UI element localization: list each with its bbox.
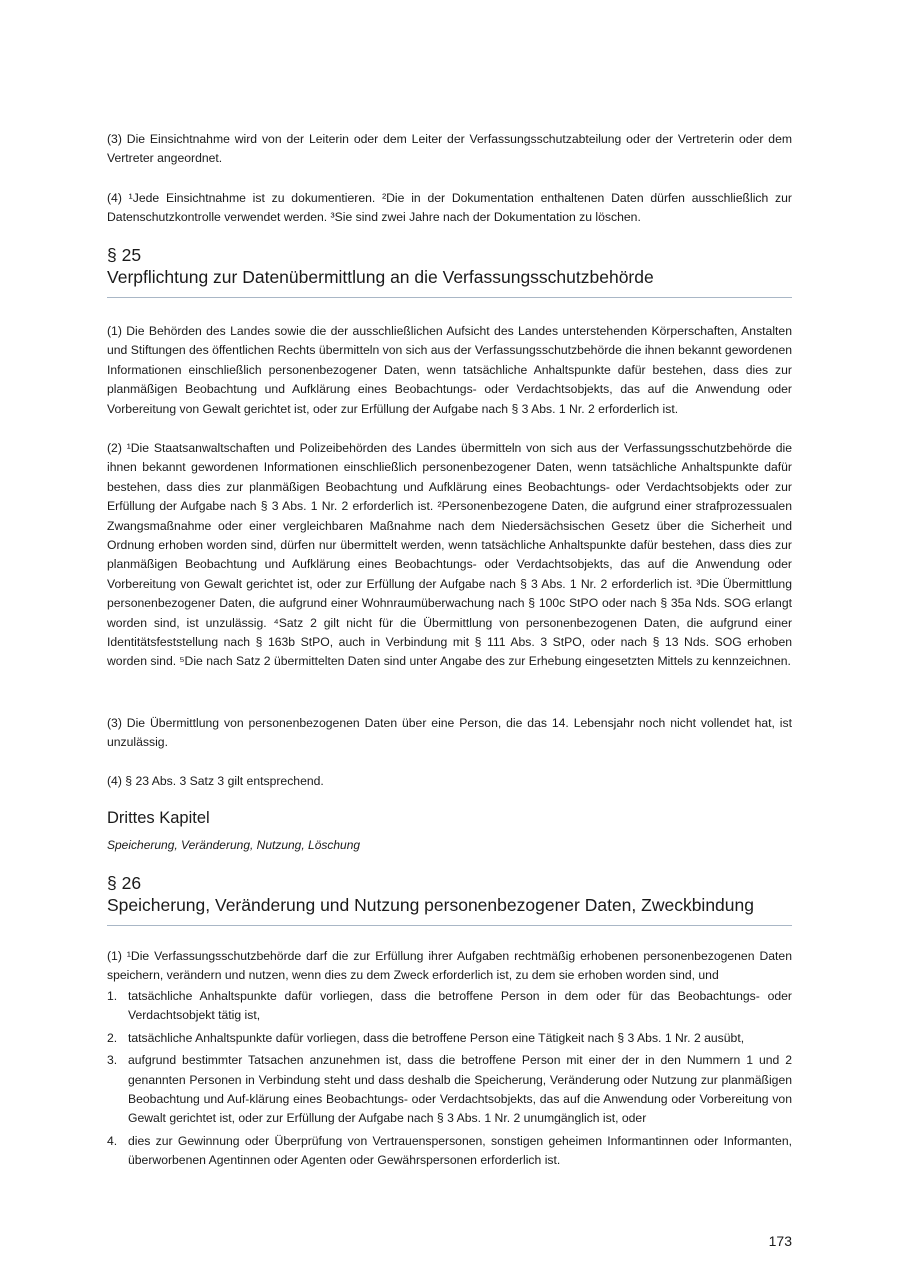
paragraph-25-2: (2) ¹Die Staatsanwaltschaften und Polizeibehörden des Landes übermitteln von sich aus der Verfassungsschutzbehörde die ihnen bekannt gewordenen Informationen einschließlich personenbezogener Daten, wenn tatsächliche Anhaltspunkte dafür bestehen, dass dies zur planmäßigen Beobachtung und Aufklärung eines Beobachtungs- oder Verdachtsobjekts oder zur Erfüllung der Aufgabe nach § 3 Abs. 1 Nr. 2 erforderlich ist. ²Personenbezogene Daten, die aufgrund einer strafprozessualen Zwangsmaßnahme oder einer vergleichbaren Maßnahme nach dem Niedersächsischen Gesetz über die Sicherheit und Ordnung erhoben worden sind, dürfen nur übermittelt werden, wenn tatsächliche Anhaltspunkte dafür bestehen, dass dies zur planmäßigen Beobachtung und Aufklärung eines Beobachtungs- oder Verdachtsobjekts, das auf die Anwendung oder Vorbereitung von Gewalt gerichtet ist, oder zur Erfüllung der Aufgabe nach § 3 Abs. 1 Nr. 2 erforderlich ist. ³Die Übermittlung personenbezogener Daten, die aufgrund einer Wohnraumüberwachung nach § 100c StPO oder nach § 35a Nds. SOG erlangt worden sind, ist unzulässig. ⁴Satz 2 gilt nicht für die Übermittlung von personenbezogenen Daten, die aufgrund einer Identitätsfeststellung nach § 163b StPO, auch in Verbindung mit § 111 Abs. 3 StPO, oder nach § 13 Nds. SOG erhoben worden sind. ⁵Die nach Satz 2 übermittelten Daten sind unter Angabe des zur Erhebung eingesetzten Mittels zu kennzeichnen. (107, 441, 792, 669)
paragraph-25-3: (3) Die Übermittlung von personenbezogenen Daten über eine Person, die das 14. Lebensjahr noch nicht vollendet hat, ist unzulässig. (107, 716, 792, 750)
paragraph-25-1: (1) Die Behörden des Landes sowie die der ausschließlichen Aufsicht des Landes unterstehenden Körperschaften, Anstalten und Stiftungen des öffentlichen Rechts übermitteln von sich aus der Verfassungsschutzbehörde die ihnen bekannt gewordenen Informationen einschließlich personenbezogener Daten, wenn tatsächliche Anhaltspunkte dafür bestehen, dass dies zur planmäßigen Beobachtung und Aufklärung eines Beobachtungs- oder Verdachtsobjekts, das auf die Anwendung oder Vorbereitung von Gewalt gerichtet ist, oder zur Erfüllung der Aufgabe nach § 3 Abs. 1 Nr. 2 erforderlich ist. (107, 324, 792, 416)
chapter-title: Drittes Kapitel (107, 809, 210, 827)
paragraph-24-4: (4) ¹Jede Einsichtnahme ist zu dokumentieren. ²Die in der Dokumentation enthaltenen Daten dürfen ausschließlich zur Datenschutzkontrolle verwendet werden. ³Sie sind zwei Jahre nach der Dokumentation zu löschen. (107, 191, 792, 225)
list-item (107, 1029, 792, 1048)
section-26-heading (107, 873, 797, 916)
numbered-list (107, 987, 792, 1174)
list-item-number: 4. (107, 1133, 118, 1148)
list-item (107, 987, 792, 1026)
list-item-text: dies zur Gewinnung oder Überprüfung von Vertrauenspersonen, sonstigen geheimen Informantinnen oder Informanten, überworbenen Agentinnen oder Agenten oder Gewährspersonen erforderlich ist. (128, 1133, 792, 1168)
list-item (107, 1132, 792, 1171)
list-item-text: tatsächliche Anhaltspunkte dafür vorliegen, dass die betroffene Person in dem oder für das Beobachtungs- oder Verdachtsobjekt tätig ist, (128, 989, 792, 1023)
section-26-number: § 26 (107, 873, 142, 893)
section-25-number: § 25 (107, 245, 142, 265)
section-25-divider (107, 297, 792, 298)
paragraph-26-1: (1) ¹Die Verfassungsschutzbehörde darf die zur Erfüllung ihrer Aufgaben rechtmäßig erhobenen personenbezogenen Daten speichern, verändern und nutzen, wenn dies zu dem Zweck erforderlich ist, zu dem sie erhoben worden sind, und (107, 949, 792, 983)
section-25-heading (107, 245, 797, 288)
list-item-number: 3. (107, 1053, 118, 1068)
page-number: 173 (768, 1233, 792, 1249)
paragraph-24-3: (3) Die Einsichtnahme wird von der Leiterin oder dem Leiter der Verfassungsschutzabteilung oder der Vertreterin oder dem Vertreter angeordnet. (107, 132, 792, 166)
section-25-title: Verpflichtung zur Datenübermittlung an die Verfassungsschutzbehörde (107, 266, 654, 287)
section-26-title: Speicherung, Veränderung und Nutzung personenbezogener Daten, Zweckbindung (107, 894, 754, 915)
list-item-number: 1. (107, 989, 118, 1003)
list-item (107, 1051, 792, 1129)
chapter-subtitle: Speicherung, Veränderung, Nutzung, Löschung (107, 838, 361, 852)
paragraph-25-4: (4) § 23 Abs. 3 Satz 3 gilt entsprechend. (107, 774, 324, 788)
section-26-divider (107, 925, 792, 926)
list-item-text: aufgrund bestimmter Tatsachen anzunehmen ist, dass die betroffene Person mit einer der in den Nummern 1 und 2 genannten Personen in Verbindung steht und dass deshalb die Speicherung, Veränderung oder Nutzung zur planmäßigen Beobachtung und Auf-klärung eines Beobachtungs- oder Verdachtsobjekts, das auf die Anwendung oder Vorbereitung von Gewalt gerichtet ist, oder zur Erfüllung der Aufgabe nach § 3 Abs. 1 Nr. 2 unumgänglich ist, oder (128, 1053, 792, 1126)
list-item-number: 2. (107, 1030, 118, 1045)
list-item-text: tatsächliche Anhaltspunkte dafür vorliegen, dass die betroffene Person eine Tätigkeit nach § 3 Abs. 1 Nr. 2 ausübt, (128, 1030, 745, 1045)
